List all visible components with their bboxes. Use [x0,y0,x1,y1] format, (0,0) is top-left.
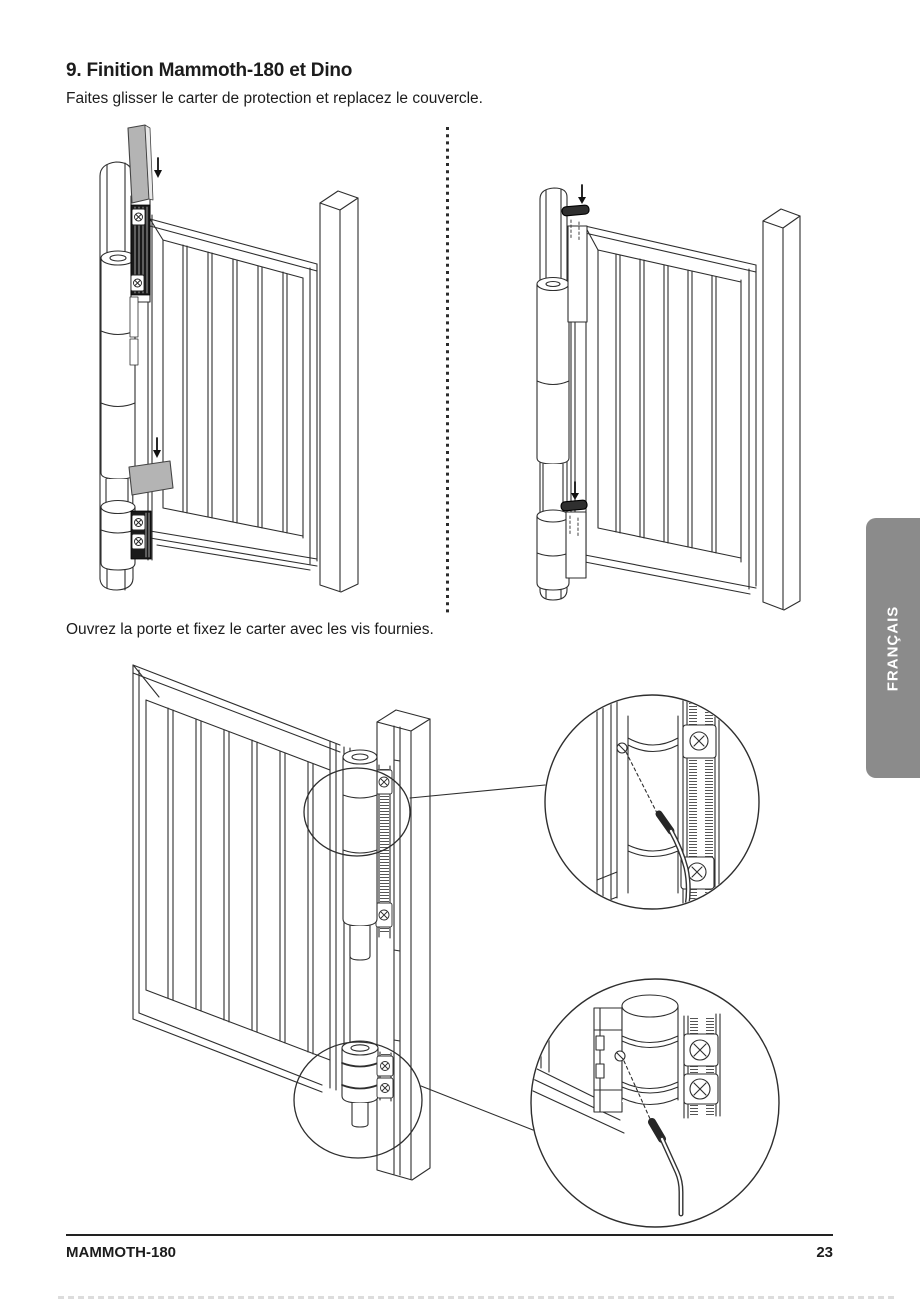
down-arrow-icon [153,438,161,458]
footer-product-name: MAMMOTH-180 [66,1244,177,1261]
footer-page-number: 23 [816,1244,833,1261]
hinge-channel-bottom [131,511,151,559]
installed-cover-top [568,226,587,322]
figure-replace-cap [537,185,800,610]
down-arrow-icon [154,158,162,178]
step-2-text: Ouvrez la porte et fixez le carter avec les vis fournies. [66,621,434,638]
figure-fix-screws [133,665,779,1227]
down-arrow-icon [571,482,579,500]
section-title: 9. Finition Mammoth-180 et Dino [66,60,353,81]
page-edge-print-artifact [58,1296,898,1299]
callout-leader-line [421,1086,533,1130]
protection-cover-top [128,125,153,203]
detail-circle-bottom-hinge [531,979,779,1227]
figure-slide-cover [100,125,358,592]
hinge-cylinders [537,278,569,591]
installed-cover-bottom [566,512,586,578]
step-1-text: Faites glisser le carter de protection et replacez le couvercle. [66,90,483,107]
language-tab[interactable] [866,518,920,778]
down-arrow-icon [578,185,586,204]
detail-circle-top-hinge [545,695,759,915]
language-tab-label: FRANÇAIS [884,605,902,691]
footer-rule [66,1234,833,1236]
protection-cover-bottom [129,461,173,495]
latch-post [320,191,358,592]
latch-post [763,209,800,610]
hinge-channel-top [130,205,150,365]
